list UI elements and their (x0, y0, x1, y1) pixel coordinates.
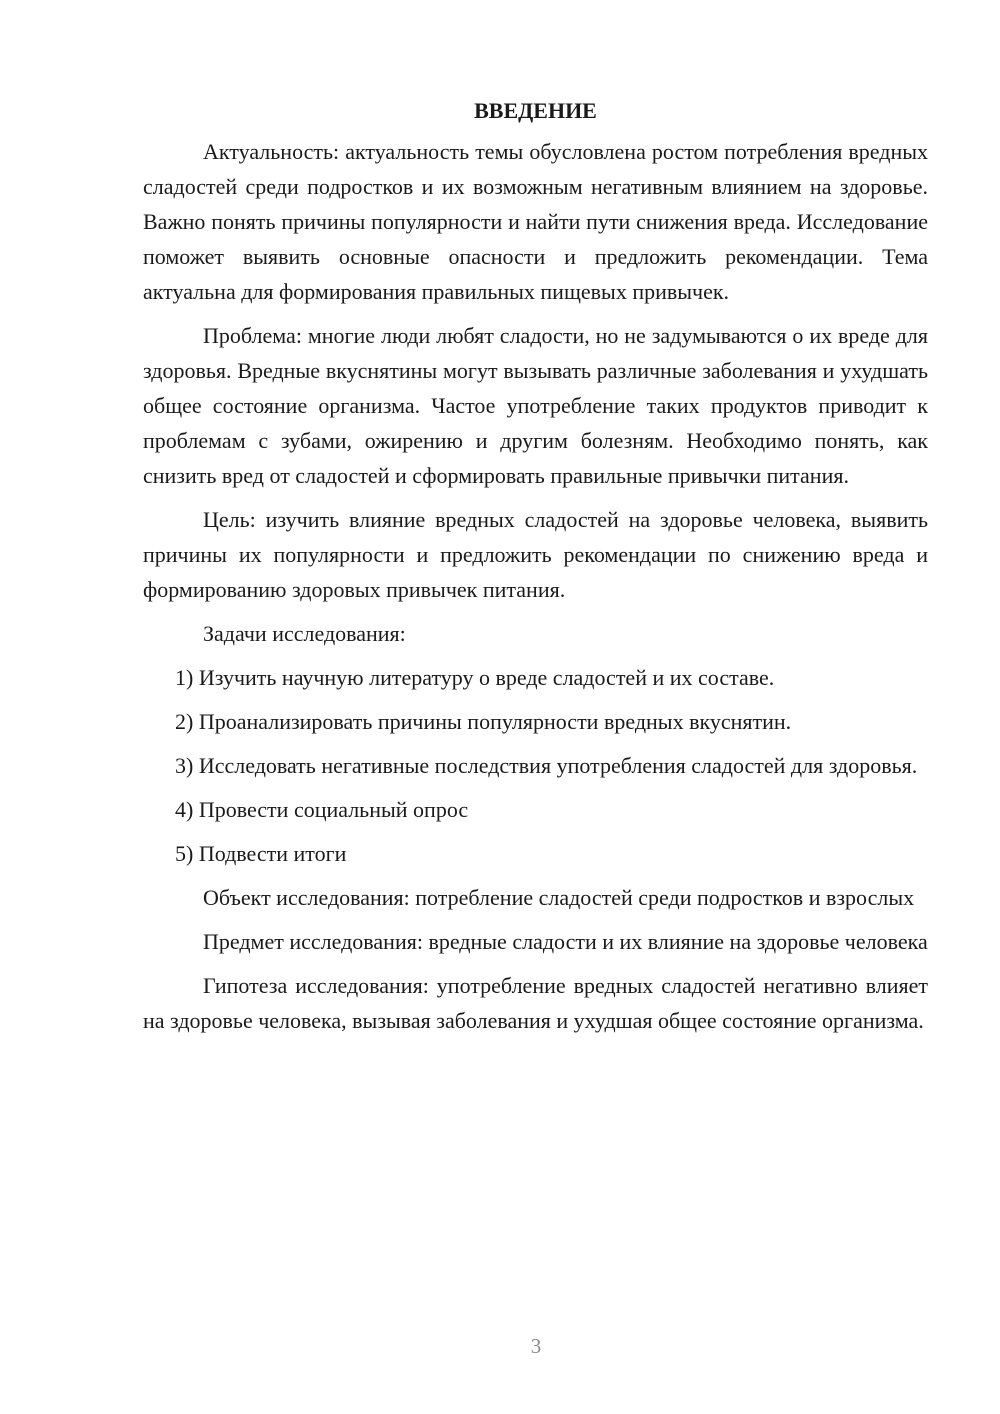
tasks-heading: Задачи исследования: (203, 621, 406, 646)
problem-paragraph: Проблема: многие люди любят сладости, но не задумываются о их вреде для здоровья. Вредные вкуснятины могут вызывать различные заболевания и ухудшать общее состояние организма. Частое употребление таких продуктов приводит к проблемам с зубами, ожирению и другим болезням. Необходимо понять, как снизить вред от сладостей и сформировать правильные привычки питания. (143, 323, 928, 488)
page-number: 3 (530, 1334, 542, 1358)
goal-paragraph: Цель: изучить влияние вредных сладостей на здоровье человека, выявить причины их популярности и предложить рекомендации по снижению вреда и формированию здоровых привычек питания. (143, 507, 928, 602)
page-title: ВВЕДЕНИЕ (474, 98, 597, 123)
subject-paragraph: Предмет исследования: вредные сладости и их влияние на здоровье человека (203, 929, 928, 954)
task-item-4: 4) Провести социальный опрос (175, 797, 469, 822)
task-item-2: 2) Проанализировать причины популярности вредных вкуснятин. (175, 709, 792, 734)
document-page (143, 96, 928, 1047)
relevance-paragraph: Актуальность: актуальность темы обусловлена ростом потребления вредных сладостей среди подростков и их возможным негативным влиянием на здоровье. Важно понять причины популярности и найти пути снижения вреда. Исследование поможет выявить основные опасности и предложить рекомендации. Тема актуальна для формирования правильных пищевых привычек. (143, 139, 928, 304)
task-item-1: 1) Изучить научную литературу о вреде сладостей и их составе. (175, 665, 775, 690)
task-item-5: 5) Подвести итоги (175, 841, 347, 866)
hypothesis-paragraph: Гипотеза исследования: употребление вредных сладостей негативно влияет на здоровье человека, вызывая заболевания и ухудшая общее состояние организма. (143, 973, 928, 1033)
task-item-3: 3) Исследовать негативные последствия употребления сладостей для здоровья. (175, 753, 918, 778)
object-paragraph: Объект исследования: потребление сладостей среди подростков и взрослых (203, 885, 915, 910)
